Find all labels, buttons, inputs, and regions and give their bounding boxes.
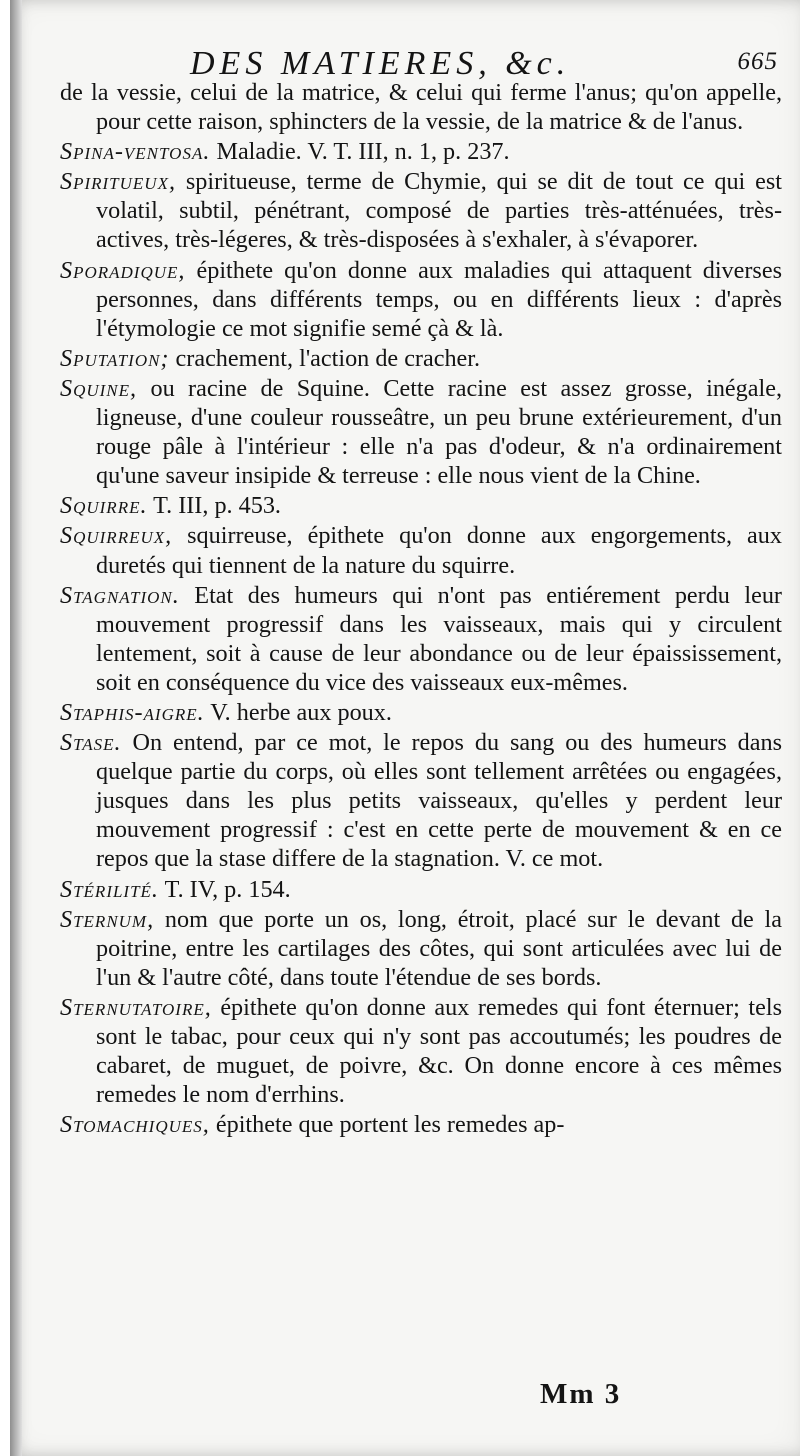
page-gutter-shadow: [10, 0, 22, 1456]
entry-text: de la vessie, celui de la matrice, & celui qui ferme l'anus; qu'on appelle, pour cette raison, sphincters de la vessie, de la matrice & de l'anus.: [60, 79, 782, 136]
entry-text: épithete qu'on donne aux maladies qui attaquent diverses personnes, dans différents temps, ou en différents lieux : d'après l'étymologie ce mot signifie semé çà & là.: [96, 256, 782, 342]
entry-stagnation: [60, 581, 782, 697]
entry-lemma: Stomachiques,: [60, 1111, 210, 1139]
entry-sporadique: [60, 256, 782, 343]
entry-stase: [60, 728, 782, 873]
entry-sternutatoire: [60, 993, 782, 1109]
entry-text: Etat des humeurs qui n'ont pas entiérement perdu leur mouvement progressif dans les vaisseaux, mais qui y circulent lentement, soit à cause de leur abondance ou de leur épaississement, soit en conséquence du vice des vaisseaux eux-mêmes.: [96, 581, 782, 696]
entry-lemma: Staphis-aigre.: [60, 698, 205, 726]
entry-continuation: [60, 78, 782, 136]
entry-lemma: Sputation;: [60, 344, 170, 372]
entry-lemma: Sternum,: [60, 905, 155, 933]
entry-sternum: [60, 905, 782, 992]
entry-text: V. herbe aux poux.: [204, 698, 392, 726]
entry-lemma: Spina-ventosa.: [60, 138, 211, 166]
index-entries: [60, 78, 782, 1139]
entry-lemma: Squirre.: [60, 492, 148, 520]
entry-spiritueux: [60, 167, 782, 254]
entry-lemma: Stagnation.: [60, 581, 180, 609]
entry-sterilite: [60, 875, 782, 904]
entry-text: nom que porte un os, long, étroit, placé sur le devant de la poitrine, entre les cartilages des côtes, qui sont articulées avec lui de l'un & l'autre côté, dans toute l'étendue de ses bords.: [96, 905, 782, 991]
entry-text: T. IV, p. 154.: [158, 875, 291, 903]
entry-text: spiritueuse, terme de Chymie, qui se dit de tout ce qui est volatil, subtil, pénétrant, composé de parties très-atténuées, très-actives, très-légeres, & très-disposées à s'exhaler, à s'évaporer.: [96, 168, 782, 254]
entry-stomachiques: [60, 1110, 782, 1139]
entry-sputation: [60, 344, 782, 373]
entry-text: épithete qu'on donne aux remedes qui font éternuer; tels sont le tabac, pour ceux qui n'y sont pas accoutumés; les poudres de cabaret, de muguet, de poivre, &c. On donne encore à ces mêmes remedes le nom d'errhins.: [96, 993, 782, 1109]
page-number: 665: [737, 48, 778, 75]
entry-text: ou racine de Squine. Cette racine est assez grosse, inégale, ligneuse, d'une couleur rousseâtre, un peu brune extérieurement, d'un rouge pâle à l'intérieur : elle n'a pas d'odeur, & n'a ordinairement qu'une saveur insipide & terreuse : elle nous vient de la Chine.: [96, 374, 782, 490]
entry-staphis-aigre: [60, 698, 782, 727]
running-title: DES MATIERES, &c.: [190, 45, 571, 82]
entry-lemma: Stase.: [60, 729, 122, 757]
entry-text: crachement, l'action de cracher.: [169, 344, 481, 372]
entry-lemma: Squirreux,: [60, 522, 173, 550]
book-page: [10, 0, 800, 1456]
entry-text: épithete que portent les remedes ap-: [209, 1111, 565, 1139]
entry-text: squirreuse, épithete qu'on donne aux engorgements, aux duretés qui tiennent de la nature du squirre.: [96, 522, 782, 579]
entry-text: Maladie. V. T. III, n. 1, p. 237.: [210, 138, 510, 166]
entry-lemma: Sternutatoire,: [60, 993, 212, 1021]
entry-squine: [60, 374, 782, 490]
entry-text: T. III, p. 453.: [147, 492, 281, 520]
entry-spina-ventosa: [60, 137, 782, 166]
entry-lemma: Spiritueux,: [60, 168, 177, 196]
entry-squirre: [60, 491, 782, 520]
entry-lemma: Stérilité.: [60, 875, 159, 903]
entry-lemma: Squine,: [60, 374, 138, 402]
entry-text: On entend, par ce mot, le repos du sang ou des humeurs dans quelque partie du corps, où elles sont tellement arrêtées ou engagées, jusques dans les plus petits vaisseaux, qu'elles y perdent leur mouvement progressif : c'est en cette perte de mouvement & en ce repos que la stase differe de la stagnation. V. ce mot.: [96, 729, 782, 873]
signature-mark: Mm 3: [540, 1378, 622, 1410]
entry-squirreux: [60, 521, 782, 579]
entry-lemma: Sporadique,: [60, 256, 186, 284]
